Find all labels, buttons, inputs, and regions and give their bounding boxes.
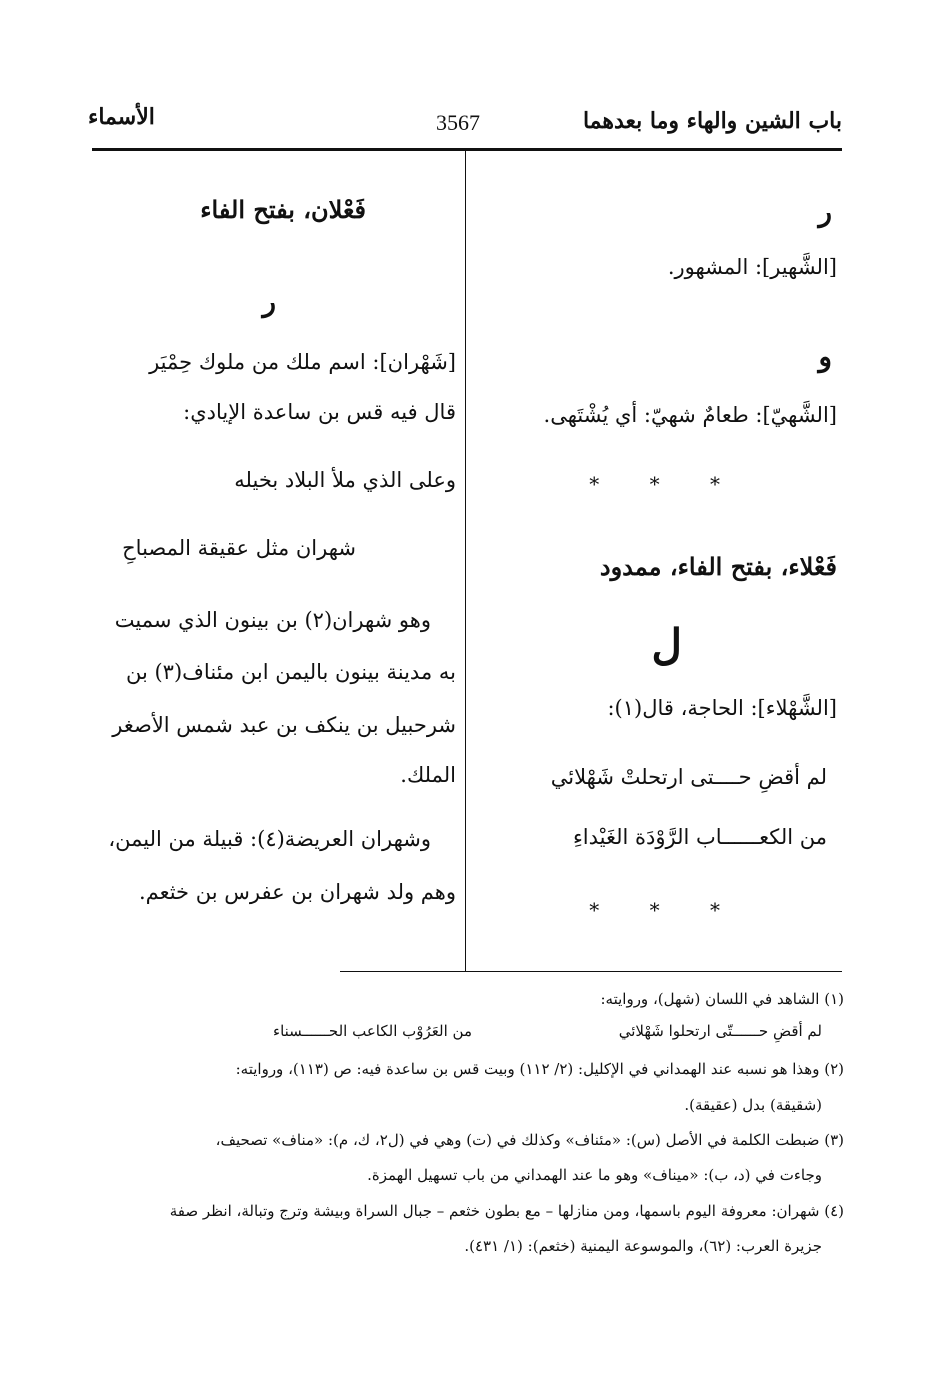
footnote-3-cont: وجاءت في (د، ب): «ميناف» وهو ما عند الهمداني من باب تسهيل الهمزة. [367,1166,822,1184]
footnote-2: (٢) وهذا هو نسبه عند الهمداني في الإكليل: (٢/ ١١٢) وبيت قس بن ساعدة فيه: ص (١١٣)، وروايته: [235,1060,844,1078]
body-line: وشهران العريضة(٤): قبيلة من اليمن، [108,827,431,851]
footnote-rule [340,971,842,972]
footnote-4-cont: جزيرة العرب: (٦٢)، والموسوعة اليمنية (خثعم): (١/ ٤٣١). [464,1237,822,1255]
page-number: 3567 [436,110,480,135]
entry-shahlaa: [الشَّهْلاء]: الحاجة، قال(١): [607,696,837,720]
footnote-3: (٣) ضبطت الكلمة في الأصل (س): «مئناف» وكذلك في (ت) وهي في (ل٢، ك، م): «مناف» تصحيف، [215,1131,844,1149]
chapter-title: باب الشين والهاء وما بعدهما [582,108,842,134]
section-title: الأسماء [88,104,155,130]
footnote-4: (٤) شهران: معروفة اليوم باسمها، ومن منازلها – مع بطون خثعم – جبال السراة وبيشة وترج وتبالة، انظر صفة [169,1202,844,1220]
body-line: وهو شهران(٢) بن بينون الذي سميت [114,608,431,632]
right-column [497,160,837,960]
verse-line: من الكعــــــاب الرَّوْدَة الغَيْداءِ [572,825,827,849]
verse-line: وعلى الذي ملأ البلاد بخيله [234,468,456,492]
verse-line: لم أقضِ حــــتى ارتحلتْ شَهْلائي [550,765,827,789]
body-line: شرحبيل بن ينكف بن عبد شمس الأصغر [112,713,456,737]
body-line: وهم ولد شهران بن عفرس بن خثعم. [138,880,456,904]
letter-heading-r: ر [818,195,832,228]
separator-stars: * * * [589,898,742,922]
footnote-verse: لم أقضِ حــــــتّى ارتحلوا شَهْلائي [618,1022,822,1040]
letter-heading-w: و [818,340,832,373]
body-line: به مدينة بينون باليمن ابن مئناف(٣) بن [125,660,456,684]
body-line: قال فيه قس بن ساعدة الإيادي: [183,400,456,424]
section-heading-falan: فَعْلان، بفتح الفاء [200,195,366,224]
verse-line: شهران مثل عقيقة المصباحِ [122,536,356,560]
entry-shahir: [الشَّهير]: المشهور. [667,255,837,279]
entry-shahiy: [الشَّهيّ]: طعامٌ شهيّ: أي يُشْتَهى. [543,403,837,427]
footnote-2-cont: (شقيقة) بدل (عقيقة). [684,1096,822,1114]
entry-shahran: [شَهْران]: اسم ملك من ملوك حِمْيَر [149,350,456,374]
section-heading-falaa: فَعْلاء، بفتح الفاء، ممدود [599,552,837,581]
column-divider [465,150,466,972]
body-line: الملك. [400,763,456,787]
letter-heading-r: ر [262,285,276,318]
separator-stars: * * * [589,472,742,496]
footnote-1: (١) الشاهد في اللسان (شهل)، وروايته: [600,990,844,1008]
header-rule [92,148,842,151]
left-column [88,160,456,960]
letter-heading-l: ل [651,620,682,669]
footnote-verse: من العَرُوْب الكاعب الحــــــسناء [273,1022,472,1040]
